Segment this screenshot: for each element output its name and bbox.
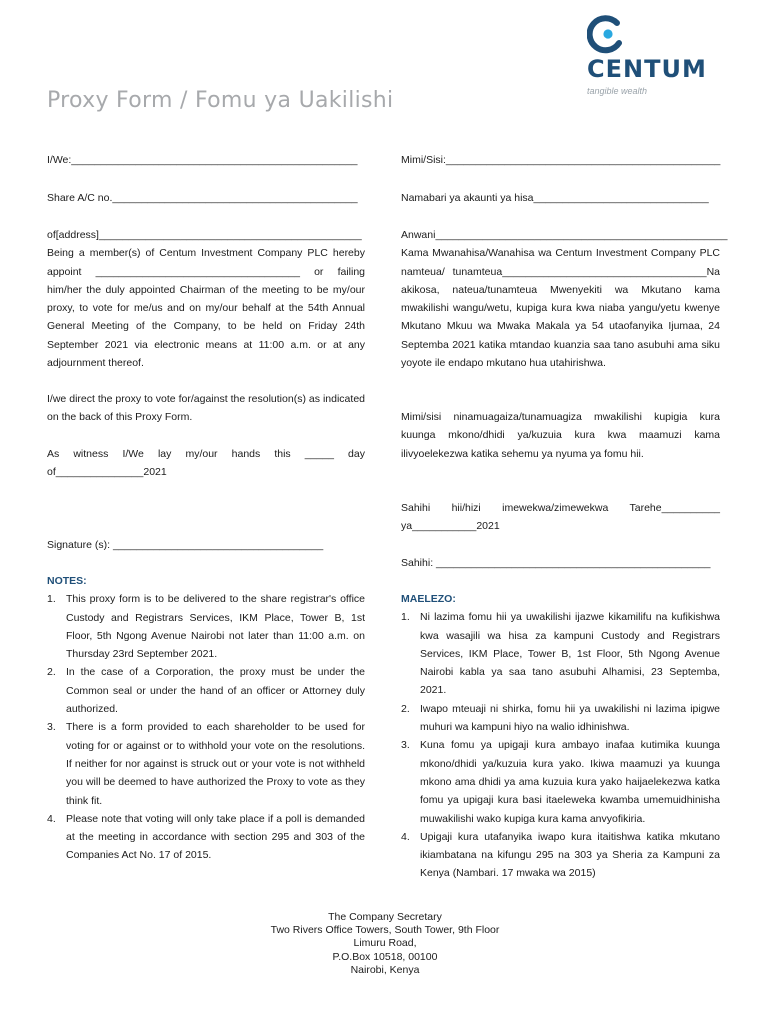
anwani-field[interactable]: Anwani__________________________________________________: [401, 229, 728, 241]
notes-heading: NOTES:: [47, 575, 87, 587]
maelezo-list: [401, 608, 720, 882]
centum-logo-icon: [587, 15, 627, 55]
kama-paragraph: Kama Mwanahisa/Wanahisa wa Centum Investment Company PLC namteua/ tunamteua___________________________________Na akikosa, nateua/tunamteua Mwenyekiti wa Mkutano kama mwakilishi wangu/wetu, kupiga kura kwa niaba yangu/yetu kwenye Mkutano Mkuu wa Mwaka Makala ya 54 utaofanyika Ijumaa, 24 Septemba 2021 katika mtandao kuanzia saa tano asubuhi ama siku yoyote ile endapo mkutano hua utahirishwa.: [401, 247, 720, 370]
sahihi-paragraph: Sahihi hii/hizi imewekwa/zimewekwa Tarehe__________ ya___________2021: [401, 502, 720, 533]
address-line: Nairobi, Kenya: [350, 963, 420, 976]
swahili-appointment-block: [401, 226, 728, 372]
address-line: The Company Secretary: [328, 911, 442, 923]
direct-paragraph: I/we direct the proxy to vote for/against the resolution(s) as indicated on the back of this Proxy Form.: [47, 393, 365, 424]
address-line: P.O.Box 10518, 00100: [332, 950, 438, 963]
english-appointment-block: [47, 226, 365, 372]
address-line: Limuru Road,: [353, 937, 417, 950]
sahihi-field[interactable]: Sahihi: _______________________________________________: [401, 557, 711, 569]
list-item: 2. In the case of a Corporation, the proxy must be under the Common seal or under the hand of an officer or Attorney duly authorized.: [47, 666, 365, 716]
iwe-field[interactable]: I/We:_________________________________________________: [47, 154, 358, 166]
logo-tagline: tangible wealth: [587, 86, 648, 96]
list-item: 3. Kuna fomu ya upigaji kura ambayo inafaa kutimika kuunga mkono/dhidi ya/kuzuia kura yako. Ikiwa maamuzi ya kuunga mkono ama dhidi ya ama kuzuia kura yako haijaelekezwa katka fomu ya upigaji kura basi itaeleweka kwamba umemuidhinisha muwakilishi wako kupiga kura kama anvyofikiria.: [401, 739, 720, 825]
share-account-field[interactable]: Share A/C no.__________________________________________: [47, 192, 358, 204]
list-item: 3. There is a form provided to each shareholder to be used for voting for or against or to withhold your vote on the resolutions. If neither for nor against is struck out or your vote is not withheld you will be deemed to have authorized the Proxy to vote as they think fit.: [47, 721, 365, 807]
english-notes: [47, 572, 365, 865]
member-paragraph: Being a member(s) of Centum Investment Company PLC hereby appoint ___________________________________ or failing him/her the duly appointed Chairman of the meeting to be my/our proxy, to vote for me/us and on my/our behalf at the 54th Annual General Meeting of the Company, to be held on Friday 24th September 2021 via electronic means at 11:00 a.m. or at any adjournment thereof.: [47, 247, 365, 370]
list-item: 1. Ni lazima fomu hii ya uwakilishi ijazwe kikamilifu na kufikishwa kwa wasajili wa hisa za kampuni Custody and Registrars Services, IKM Place, Tower B, 1st Floor, 5th Ngong Avenue Nairobi kabla ya saa tano asubuhi Alhamisi, 23 Septemba, 2021.: [401, 611, 720, 697]
maelezo-heading: MAELEZO:: [401, 593, 456, 605]
logo-wordmark: CENTUM: [587, 55, 707, 83]
company-secretary-address: [0, 911, 770, 977]
witness-paragraph: As witness I/We lay my/our hands this _____ day of_______________2021: [47, 448, 365, 479]
page-title: Proxy Form / Fomu ya Uakilishi: [47, 88, 394, 113]
list-item: 4. Upigaji kura utafanyika iwapo kura itaitishwa katika mkutano ikiambatana na kifungu 295 na 303 ya Sheria za Kampuni za Kenya (Nambari. 17 mwaka wa 2015): [401, 830, 720, 880]
swahili-notes: [401, 590, 720, 883]
mimi-sisi-field[interactable]: Mimi/Sisi:_______________________________________________: [401, 154, 721, 166]
namabari-field[interactable]: Namabari ya akaunti ya hisa______________________________: [401, 192, 709, 204]
notes-list: [47, 590, 365, 864]
agiza-paragraph: Mimi/sisi ninamuagaiza/tunamuagiza mwakilishi kupigia kura kuunga mkono/dhidi ya/kuzuia kura kwa maamuzi kama ilivyoelekezwa katika sehemu ya nyuma ya fomu hii.: [401, 411, 720, 460]
list-item: 4. Please note that voting will only take place if a poll is demanded at the meeting in accordance with section 295 and 303 of the Companies Act No. 17 of 2015.: [47, 812, 365, 862]
address-field[interactable]: of[address]_____________________________________________: [47, 229, 362, 241]
address-line: Two Rivers Office Towers, South Tower, 9th Floor: [270, 924, 500, 937]
signature-field[interactable]: Signature (s): ____________________________________: [47, 539, 324, 551]
list-item: 1. This proxy form is to be delivered to the share registrar's office Custody and Registrars Services, IKM Place, Tower B, 1st Floor, 5th Ngong Avenue Nairobi not later than 11:00 a.m. on Thursday 23rd September 2021.: [47, 593, 365, 661]
list-item: 2. Iwapo mteuaji ni shirka, fomu hii ya uwakilishi ni lazima ipigwe muhuri wa kampuni hiyo na walio idhinishwa.: [401, 702, 720, 734]
